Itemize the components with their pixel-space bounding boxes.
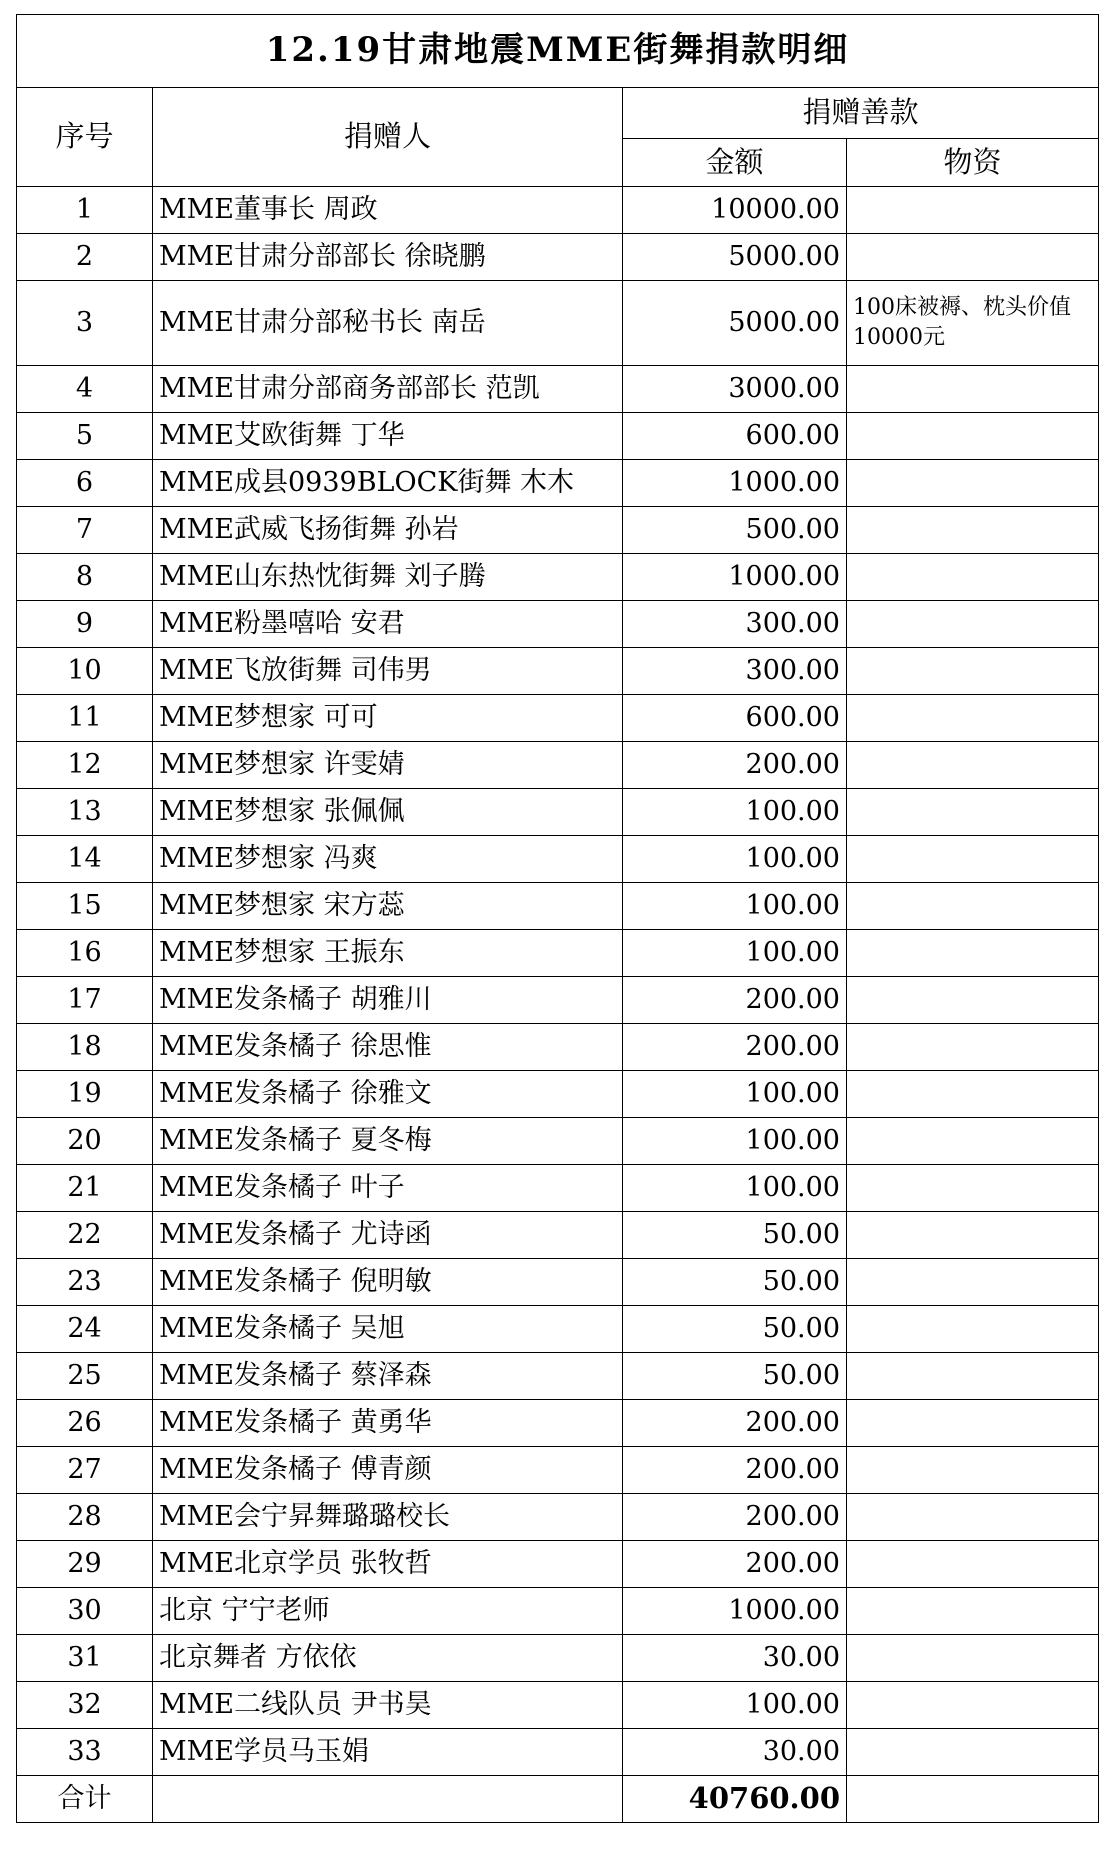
donor-name: MME甘肃分部商务部部长 范凯 [153,366,623,413]
table-row [17,1447,1099,1494]
table-row [17,1635,1099,1682]
row-number: 10 [17,648,153,695]
row-number: 31 [17,1635,153,1682]
goods-note [847,460,1099,507]
table-row [17,1400,1099,1447]
table-row [17,977,1099,1024]
donation-amount: 600.00 [623,695,847,742]
donor-name: MME武威飞扬街舞 孙岩 [153,507,623,554]
table-row [17,413,1099,460]
donor-name: MME董事长 周政 [153,187,623,234]
donation-amount: 100.00 [623,883,847,930]
donor-name: MME发条橘子 黄勇华 [153,1400,623,1447]
donor-name: MME梦想家 冯爽 [153,836,623,883]
goods-note [847,930,1099,977]
donation-amount: 500.00 [623,507,847,554]
goods-note: 100床被褥、枕头价值10000元 [847,281,1099,366]
table-row [17,836,1099,883]
donor-name: MME成县0939BLOCK街舞 木木 [153,460,623,507]
goods-note [847,648,1099,695]
goods-note [847,1541,1099,1588]
donor-name: MME发条橘子 徐思惟 [153,1024,623,1071]
donation-amount: 300.00 [623,601,847,648]
row-number: 12 [17,742,153,789]
donation-sheet [16,14,1099,1823]
row-number: 23 [17,1259,153,1306]
goods-note [847,1588,1099,1635]
row-number: 9 [17,601,153,648]
header-no: 序号 [17,88,153,187]
goods-note [847,507,1099,554]
table-row [17,1682,1099,1729]
header-goods: 物资 [847,139,1099,187]
sheet-title: 12.19甘肃地震MME街舞捐款明细 [17,15,1099,88]
donation-amount: 200.00 [623,1447,847,1494]
donation-amount: 200.00 [623,1541,847,1588]
donation-amount: 100.00 [623,1071,847,1118]
goods-note [847,413,1099,460]
donor-name: MME梦想家 宋方蕊 [153,883,623,930]
row-number: 22 [17,1212,153,1259]
row-number: 8 [17,554,153,601]
donor-name: MME发条橘子 倪明敏 [153,1259,623,1306]
donor-name: MME发条橘子 傅青颜 [153,1447,623,1494]
row-number: 16 [17,930,153,977]
donation-amount: 30.00 [623,1635,847,1682]
goods-note [847,789,1099,836]
goods-note [847,1212,1099,1259]
donation-amount: 600.00 [623,413,847,460]
donor-name: MME北京学员 张牧哲 [153,1541,623,1588]
table-row [17,930,1099,977]
goods-note [847,1494,1099,1541]
table-row [17,1494,1099,1541]
row-number: 7 [17,507,153,554]
donation-amount: 100.00 [623,930,847,977]
goods-note [847,187,1099,234]
row-number: 5 [17,413,153,460]
donation-amount: 1000.00 [623,460,847,507]
donor-name: MME二线队员 尹书昊 [153,1682,623,1729]
donation-amount: 100.00 [623,1165,847,1212]
donation-amount: 200.00 [623,1024,847,1071]
table-body [17,187,1099,1776]
row-number: 11 [17,695,153,742]
goods-note [847,1165,1099,1212]
row-number: 13 [17,789,153,836]
goods-note [847,695,1099,742]
goods-note [847,883,1099,930]
table-row [17,1259,1099,1306]
goods-note [847,1259,1099,1306]
goods-note [847,1400,1099,1447]
table-row [17,601,1099,648]
table-row [17,460,1099,507]
donor-name: MME梦想家 许雯婧 [153,742,623,789]
donor-name: MME发条橘子 叶子 [153,1165,623,1212]
donation-amount: 200.00 [623,742,847,789]
total-goods-cell [847,1776,1099,1823]
donation-amount: 1000.00 [623,554,847,601]
table-row [17,1353,1099,1400]
goods-note [847,1024,1099,1071]
table-row [17,234,1099,281]
donation-amount: 200.00 [623,1494,847,1541]
goods-note [847,1353,1099,1400]
donor-name: MME粉墨嘻哈 安君 [153,601,623,648]
goods-note [847,1071,1099,1118]
goods-note [847,836,1099,883]
donation-amount: 100.00 [623,1682,847,1729]
donation-amount: 100.00 [623,1118,847,1165]
donation-table [16,14,1099,1823]
table-row [17,695,1099,742]
donation-amount: 300.00 [623,648,847,695]
donor-name: MME甘肃分部秘书长 南岳 [153,281,623,366]
donation-amount: 50.00 [623,1353,847,1400]
goods-note [847,366,1099,413]
table-row [17,366,1099,413]
goods-note [847,1635,1099,1682]
goods-note [847,554,1099,601]
table-row [17,1165,1099,1212]
header-donor: 捐赠人 [153,88,623,187]
donation-amount: 10000.00 [623,187,847,234]
donor-name: MME梦想家 张佩佩 [153,789,623,836]
donor-name: MME梦想家 可可 [153,695,623,742]
table-row [17,1118,1099,1165]
row-number: 28 [17,1494,153,1541]
header-donation-group: 捐赠善款 [623,88,1099,139]
goods-note [847,1306,1099,1353]
goods-note [847,1447,1099,1494]
table-row [17,1306,1099,1353]
donor-name: MME会宁昇舞璐璐校长 [153,1494,623,1541]
goods-note [847,1729,1099,1776]
row-number: 1 [17,187,153,234]
table-row [17,789,1099,836]
total-donor-cell [153,1776,623,1823]
table-row [17,1212,1099,1259]
donor-name: MME发条橘子 尤诗函 [153,1212,623,1259]
table-row [17,648,1099,695]
goods-note [847,1118,1099,1165]
goods-note [847,742,1099,789]
donation-amount: 50.00 [623,1259,847,1306]
donation-amount: 1000.00 [623,1588,847,1635]
row-number: 15 [17,883,153,930]
row-number: 20 [17,1118,153,1165]
donor-name: 北京 宁宁老师 [153,1588,623,1635]
donor-name: MME学员马玉娟 [153,1729,623,1776]
table-row [17,1071,1099,1118]
total-row [17,1776,1099,1823]
donor-name: MME发条橘子 吴旭 [153,1306,623,1353]
table-row [17,742,1099,789]
total-amount: 40760.00 [623,1776,847,1823]
table-row [17,1541,1099,1588]
donation-amount: 5000.00 [623,281,847,366]
row-number: 18 [17,1024,153,1071]
row-number: 2 [17,234,153,281]
donation-amount: 200.00 [623,1400,847,1447]
donor-name: MME艾欧街舞 丁华 [153,413,623,460]
table-row [17,883,1099,930]
table-row [17,554,1099,601]
row-number: 26 [17,1400,153,1447]
donor-name: MME发条橘子 蔡泽森 [153,1353,623,1400]
row-number: 17 [17,977,153,1024]
donation-amount: 50.00 [623,1306,847,1353]
row-number: 6 [17,460,153,507]
row-number: 19 [17,1071,153,1118]
donation-amount: 5000.00 [623,234,847,281]
row-number: 4 [17,366,153,413]
header-amount: 金额 [623,139,847,187]
table-row [17,1588,1099,1635]
row-number: 21 [17,1165,153,1212]
table-row [17,281,1099,366]
donation-amount: 3000.00 [623,366,847,413]
donor-name: MME梦想家 王振东 [153,930,623,977]
row-number: 29 [17,1541,153,1588]
table-row [17,1024,1099,1071]
goods-note [847,977,1099,1024]
row-number: 25 [17,1353,153,1400]
row-number: 30 [17,1588,153,1635]
row-number: 14 [17,836,153,883]
donor-name: MME发条橘子 胡雅川 [153,977,623,1024]
goods-note [847,1682,1099,1729]
row-number: 3 [17,281,153,366]
row-number: 32 [17,1682,153,1729]
donor-name: MME飞放街舞 司伟男 [153,648,623,695]
table-row [17,1729,1099,1776]
row-number: 27 [17,1447,153,1494]
total-label: 合计 [17,1776,153,1823]
donor-name: 北京舞者 方依依 [153,1635,623,1682]
row-number: 24 [17,1306,153,1353]
donation-amount: 30.00 [623,1729,847,1776]
donation-amount: 100.00 [623,836,847,883]
donor-name: MME甘肃分部部长 徐晓鹏 [153,234,623,281]
row-number: 33 [17,1729,153,1776]
goods-note [847,601,1099,648]
table-row [17,187,1099,234]
donation-amount: 200.00 [623,977,847,1024]
donation-amount: 50.00 [623,1212,847,1259]
donation-amount: 100.00 [623,789,847,836]
goods-note [847,234,1099,281]
table-row [17,507,1099,554]
donor-name: MME发条橘子 夏冬梅 [153,1118,623,1165]
donor-name: MME山东热忱街舞 刘子腾 [153,554,623,601]
donor-name: MME发条橘子 徐雅文 [153,1071,623,1118]
